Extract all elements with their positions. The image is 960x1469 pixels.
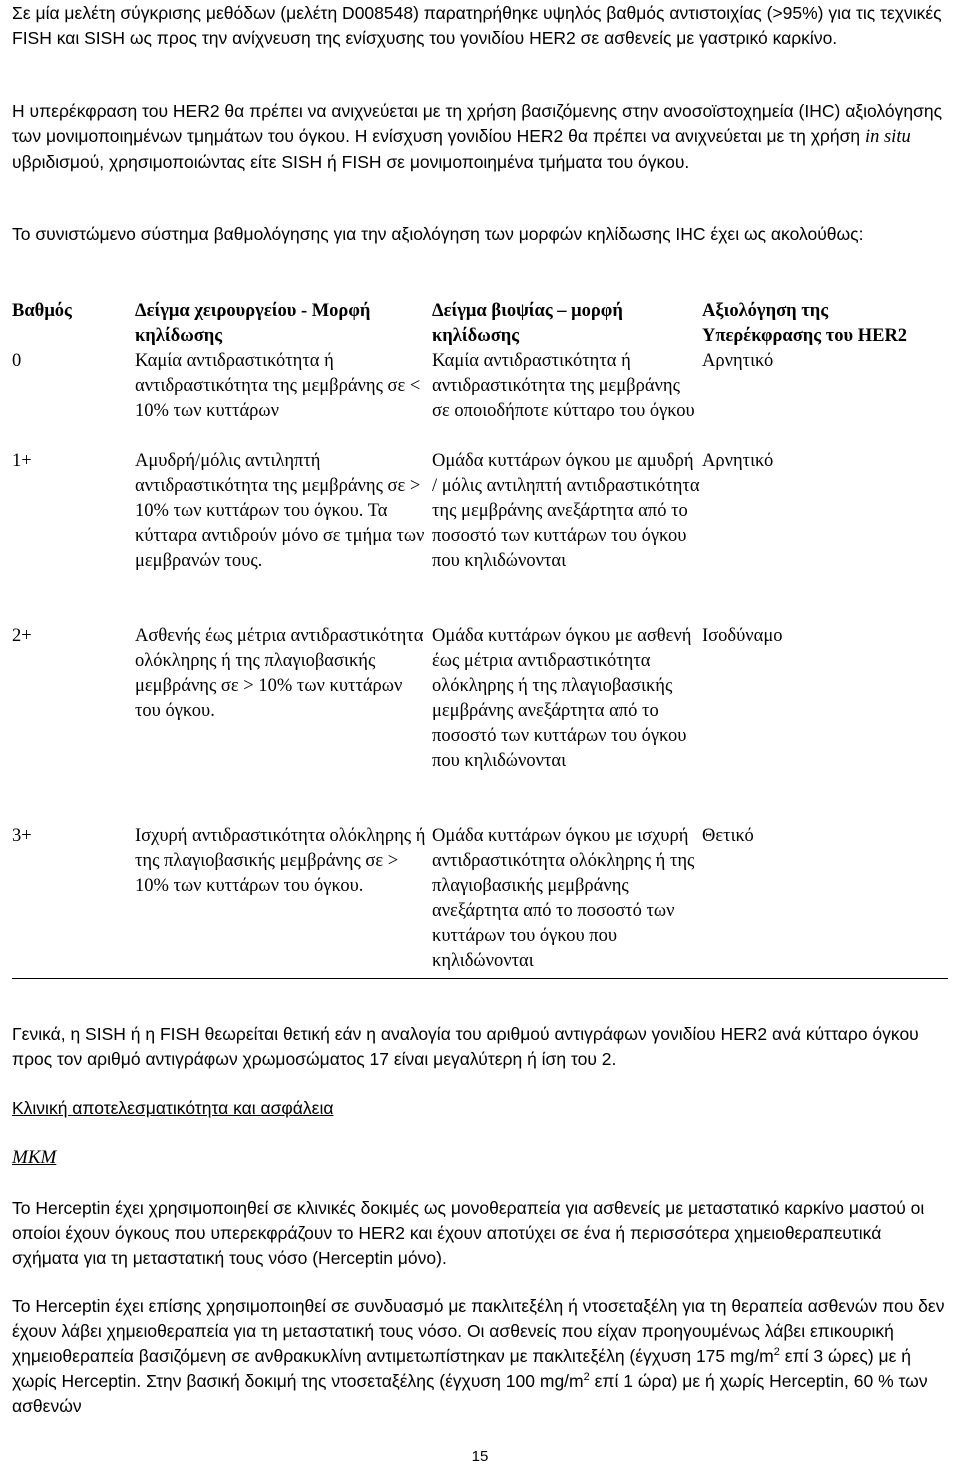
combo-part3: επί 1 ώρα) με ή χωρίς Herceptin, 60 % των ασθενών — [12, 1371, 928, 1416]
ihc-paragraph — [12, 99, 948, 175]
cell-score: 2+ — [12, 626, 32, 646]
table-row — [12, 824, 948, 979]
section-heading-clinical-efficacy: Κλινική αποτελεσματικότητα και ασφάλεια — [12, 1098, 334, 1118]
header-score: Βαθμός — [12, 301, 72, 321]
superscript: 2 — [773, 1346, 780, 1359]
cell-surgical: Ισχυρή αντιδραστικότητα ολόκληρης ή της πλαγιοβασικής μεμβράνης σε > 10% των κυττάρων του όγκου. — [135, 824, 432, 979]
ihc-paragraph-part2: υβριδισμού, χρησιμοποιώντας είτε SISH ή FISH σε μονιμοποιημένα τμήματα του όγκου. — [12, 152, 690, 172]
cell-assessment: Αρνητικό — [702, 451, 774, 471]
cell-assessment: Αρνητικό — [702, 351, 774, 371]
ihc-paragraph-part1: Η υπερέκφραση του HER2 θα πρέπει να ανιχνεύεται με τη χρήση βασιζόμενης στην ανοσοϊστοχημεία (IHC) αξιολόγησης των μονιμοποιημένων τμημάτων του όγκου. Η ενίσχυση γονιδίου HER2 θα πρέπει να ανιχνεύεται με τη χρήση — [12, 101, 943, 146]
table-header-row — [12, 296, 948, 349]
table-row — [12, 349, 948, 449]
cell-score: 3+ — [12, 824, 135, 979]
sish-fish-paragraph: Γενικά, η SISH ή η FISH θεωρείται θετική εάν η αναλογία του αριθμού αντιγράφων γονιδίου HER2 ανά κύτταρο όγκου προς τον αριθμό αντιγράφων χρωμοσώματος 17 είναι μεγαλύτερη ή ίση του 2. — [12, 1024, 919, 1069]
page-number: 15 — [471, 1448, 489, 1465]
cell-surgical: Ασθενής έως μέτρια αντιδραστικότητα ολόκληρης ή της πλαγιοβασικής μεμβράνης σε > 10% των κυττάρων του όγκου. — [135, 626, 424, 721]
header-surgical-sample: Δείγμα χειρουργείου - Μορφή κηλίδωσης — [135, 301, 371, 346]
cell-biopsy: Καμία αντιδραστικότητα ή αντιδραστικότητα της μεμβράνης σε οποιοδήποτε κύτταρο του όγκου — [432, 351, 695, 421]
cell-surgical: Καμία αντιδραστικότητα ή αντιδραστικότητα της μεμβράνης σε < 10% των κυττάρων — [135, 351, 421, 421]
intro-paragraph: Σε μία μελέτη σύγκρισης μεθόδων (μελέτη D008548) παρατηρήθηκε υψηλός βαθμός αντιστοιχίας (>95%) για τις τεχνικές FISH και SISH ως προς την ανίχνευση της ενίσχυσης του γονιδίου HER2 σε ασθενείς με γαστρικό καρκίνο. — [12, 3, 942, 48]
header-her2-assessment: Αξιολόγηση της Υπερέκφρασης του HER2 — [702, 301, 908, 346]
in-situ-italic: in situ — [864, 127, 911, 147]
combination-paragraph — [12, 1294, 948, 1419]
ihc-scoring-table — [12, 296, 948, 979]
scoring-intro-paragraph: Το συνιστώμενο σύστημα βαθμολόγησης για την αξιολόγηση των μορφών κηλίδωσης IHC έχει ως ακολούθως: — [12, 224, 864, 244]
table-row — [12, 449, 948, 624]
superscript: 2 — [583, 1371, 590, 1384]
cell-biopsy: Ομάδα κυττάρων όγκου με ασθενή έως μέτρια αντιδραστικότητα ολόκληρης ή της πλαγιοβασικής μεμβράνης ανεξάρτητα από το ποσοστό των κυττάρων του όγκου που κηλιδώνονται — [432, 626, 692, 771]
cell-score: 1+ — [12, 451, 32, 471]
monotherapy-paragraph: Το Herceptin έχει χρησιμοποιηθεί σε κλινικές δοκιμές ως μονοθεραπεία για ασθενείς με μεταστατικό καρκίνο μαστού οι οποίοι έχουν όγκους που υπερεκφράζουν το HER2 και έχουν αποτύχει σε ένα ή περισσότερα χημειοθεραπευτικά σχήματα για τη μεταστατική τους νόσο (Herceptin μόνο). — [12, 1198, 925, 1268]
cell-assessment: Ισοδύναμο — [702, 626, 783, 646]
cell-biopsy: Ομάδα κυττάρων όγκου με αμυδρή / μόλις αντιληπτή αντιδραστικότητα της μεμβράνης ανεξάρτητα από το ποσοστό των κυττάρων του όγκου που κηλιδώνονται — [432, 451, 700, 571]
combo-part2: επί 3 ώρες) με ή χωρίς Herceptin. Στην βασική δοκιμή της ντοσεταξέλης (έγχυση 100 mg/m — [12, 1346, 911, 1391]
subheading-mkm: ΜΚΜ — [12, 1147, 57, 1168]
combo-part1: Το Herceptin έχει επίσης χρησιμοποιηθεί σε συνδυασμό με πακλιτεξέλη ή ντοσεταξέλη για τη θεραπεία ασθενών που δεν έχουν λάβει χημειοθεραπεία για τη μεταστατική τους νόσο. Οι ασθενείς που είχαν προηγουμένως λάβει επικουρική χημειοθεραπεία βασιζόμενη σε ανθρακυκλίνη αντιμετωπίστηκαν με πακλιτεξέλη (έγχυση 175 mg/m — [12, 1296, 945, 1366]
header-biopsy-sample: Δείγμα βιοψίας – μορφή κηλίδωσης — [432, 301, 623, 346]
cell-surgical: Αμυδρή/μόλις αντιληπτή αντιδραστικότητα της μεμβράνης σε > 10% των κυττάρων του όγκου. Τα κύτταρα αντιδρούν μόνο σε τμήμα των μεμβρανών τους. — [135, 451, 425, 571]
cell-score: 0 — [12, 351, 22, 371]
cell-assessment: Θετικό — [702, 824, 948, 979]
table-row — [12, 624, 948, 824]
cell-biopsy: Ομάδα κυττάρων όγκου με ισχυρή αντιδραστικότητα ολόκληρης ή της πλαγιοβασικής μεμβράνης ανεξάρτητα από το ποσοστό των κυττάρων του όγκου που κηλιδώνονται — [432, 824, 702, 979]
